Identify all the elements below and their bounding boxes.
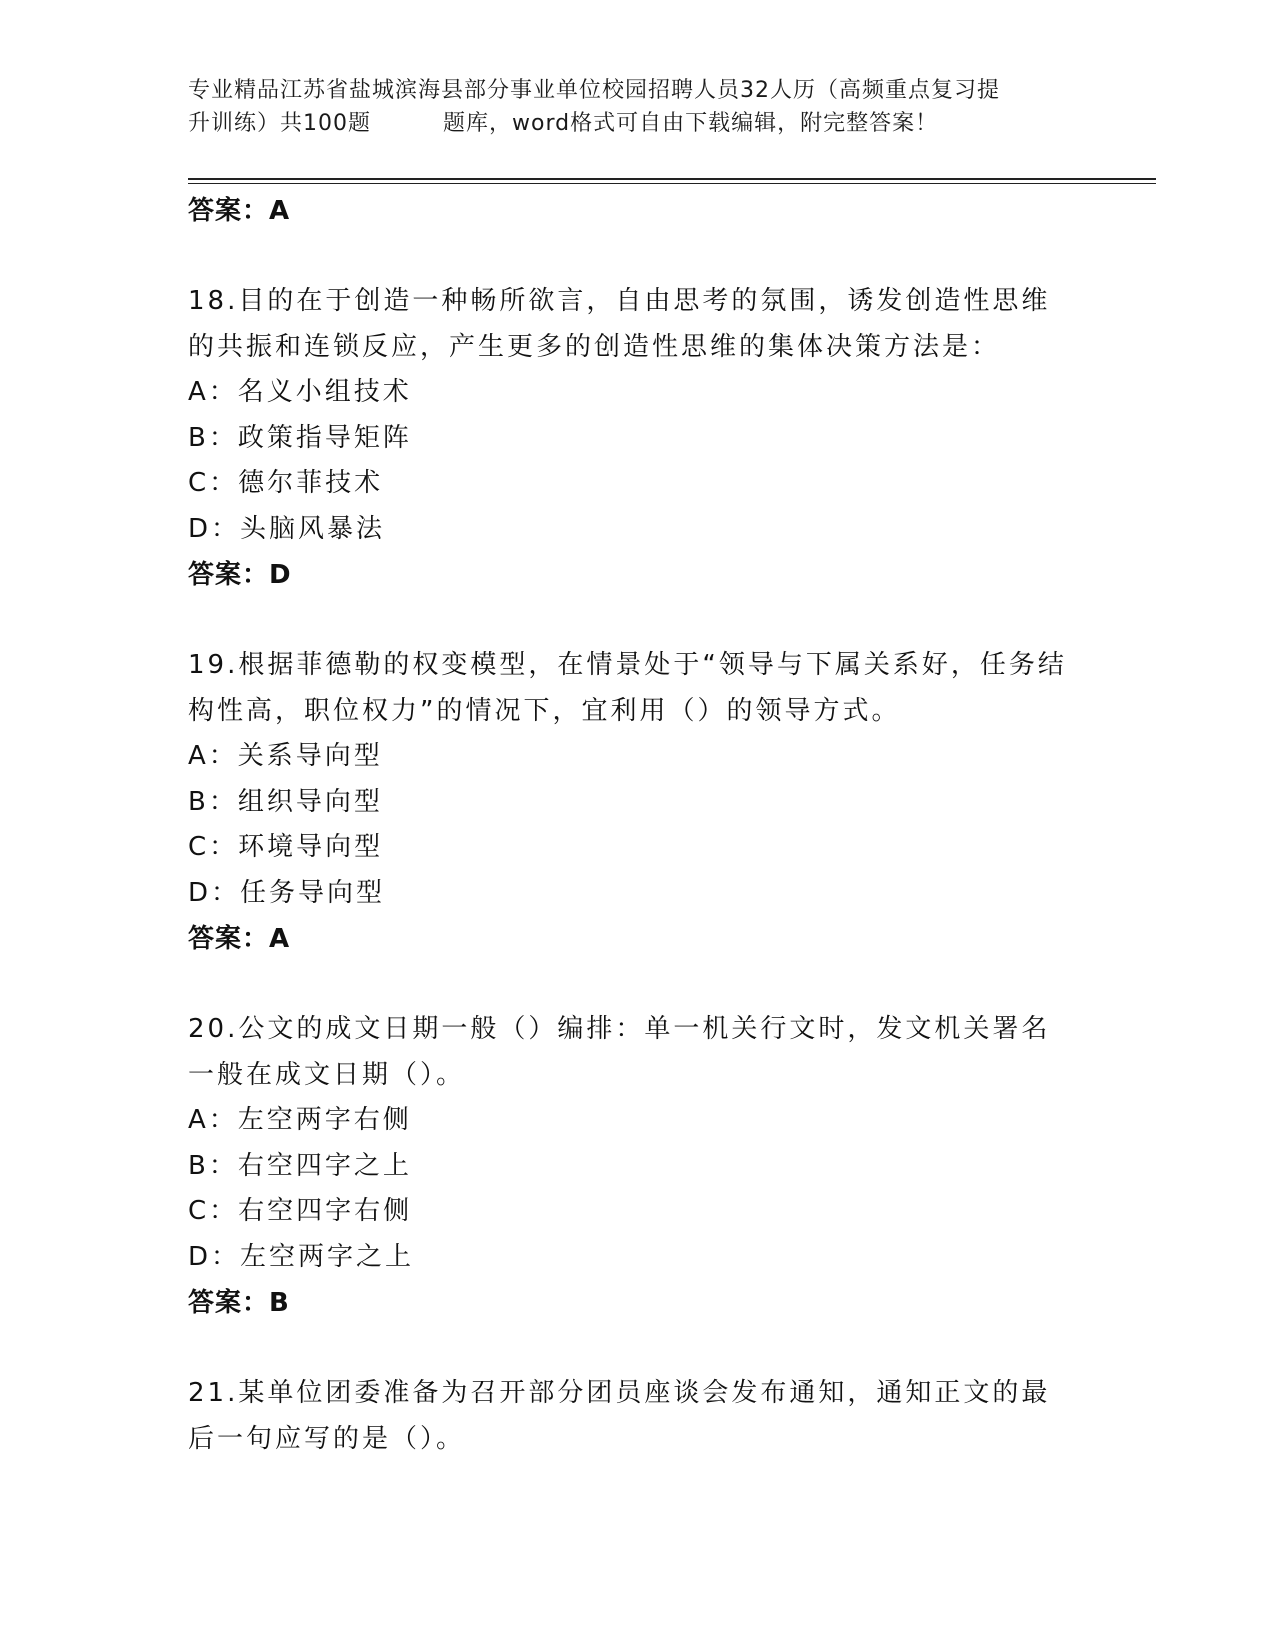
option-a: A：左空两字右侧: [188, 1105, 412, 1135]
option-d: D：头脑风暴法: [188, 513, 386, 544]
header-line-1: 专业精品江苏省盐城滨海县部分事业单位校园招聘人员32人历（高频重点复习提: [188, 78, 1000, 103]
option-a: A：名义小组技术: [188, 377, 412, 407]
option-d: D：任务导向型: [188, 877, 386, 908]
option-a: A：关系导向型: [188, 741, 383, 771]
header-line-2: [188, 107, 1088, 140]
option-d: D：左空两字之上: [188, 1241, 415, 1272]
answer-line: 答案：A: [188, 924, 291, 954]
previous-answer: 答案：A: [188, 196, 291, 226]
option-b: B：组织导向型: [188, 786, 383, 817]
question-item: [188, 642, 1078, 962]
question-list: [188, 188, 1078, 1462]
header-line-2-right: 题库，word格式可自由下载编辑，附完整答案！: [443, 111, 939, 136]
question-text: 21.某单位团委准备为召开部分团员座谈会发布通知，通知正文的最后一句应写的是（）。: [188, 1378, 1051, 1454]
question-text: 19.根据菲德勒的权变模型，在情景处于“领导与下属关系好，任务结构性高，职位权力”的情况下，宜利用（）的领导方式。: [188, 650, 1067, 726]
option-c: C：环境导向型: [188, 832, 384, 862]
option-c: C：德尔菲技术: [188, 468, 384, 498]
answer-line: 答案：B: [188, 1288, 290, 1318]
question-item: [188, 278, 1078, 598]
question-text: 20.公文的成文日期一般（）编排：单一机关行文时，发文机关署名一般在成文日期（）。: [188, 1014, 1051, 1090]
option-c: C：右空四字右侧: [188, 1196, 413, 1226]
question-text: 18.目的在于创造一种畅所欲言，自由思考的氛围，诱发创造性思维的共振和连锁反应，产生更多的创造性思维的集体决策方法是：: [188, 286, 1051, 362]
header-divider-thick: [188, 178, 1156, 180]
header-divider-thin: [188, 183, 1156, 184]
question-item: [188, 1370, 1078, 1462]
option-b: B：政策指导矩阵: [188, 422, 412, 453]
header-line-2-left: 升训练）共100题: [188, 111, 371, 136]
answer-line: 答案：D: [188, 560, 292, 590]
page-header: [188, 74, 1088, 140]
question-item: [188, 1006, 1078, 1326]
option-b: B：右空四字之上: [188, 1150, 412, 1181]
